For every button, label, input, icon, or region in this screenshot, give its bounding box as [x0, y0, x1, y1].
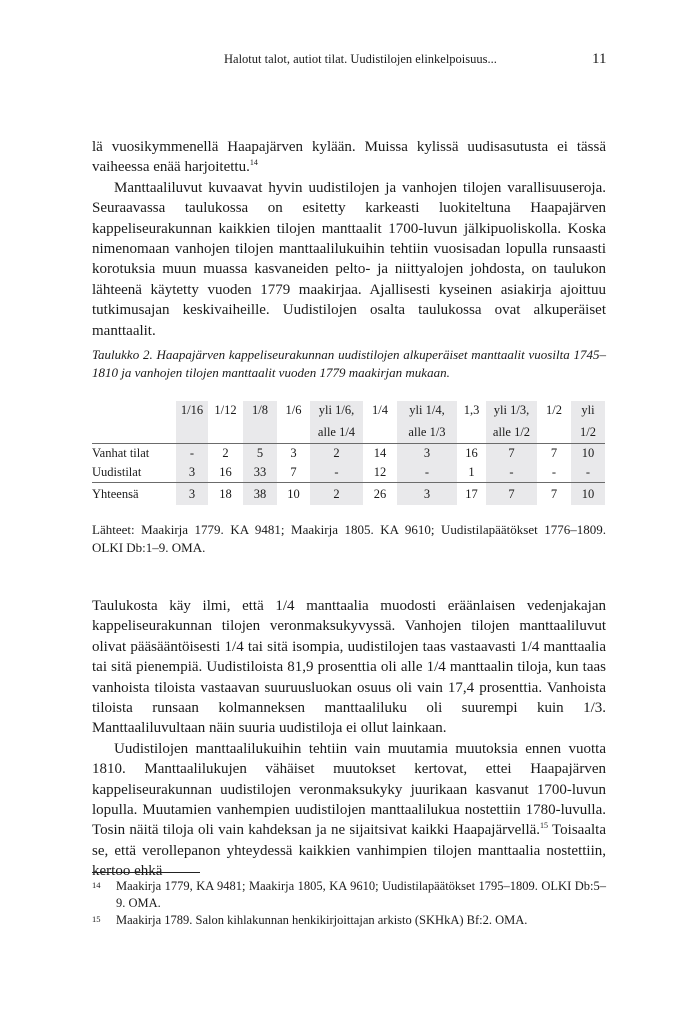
- table-cell: 7: [486, 483, 537, 506]
- col-header: 1/2: [546, 403, 562, 417]
- paragraph-4-text-b: Toisaalta se, että verollepanon yhteydessä kaikkien vanhimpien tilojen manttaalia nostettiin, kertoo ehkä: [92, 822, 606, 880]
- table-cell: -: [571, 463, 605, 483]
- footnote-text: Maakirja 1779, KA 9481; Maakirja 1805, KA 9610; Uudistilapäätökset 1795–1809. OLKI Db:5–9. OMA.: [116, 879, 606, 910]
- table-cell: 12: [363, 463, 397, 483]
- table-cell: 33: [243, 463, 277, 483]
- table-cell: 16: [465, 446, 478, 460]
- table-row-total: [92, 483, 605, 506]
- body-text-bottom: [92, 596, 606, 882]
- table-cell: 14: [373, 446, 387, 460]
- table-cell: 10: [571, 444, 605, 464]
- table-row: [92, 444, 605, 464]
- footnote-number: 15: [92, 914, 101, 924]
- table-header-row-2: [92, 425, 605, 444]
- running-title: Halotut talot, autiot tilat. Uudistilojen elinkelpoisuus...: [224, 52, 497, 66]
- col-header-sub: 1/2: [571, 425, 605, 444]
- col-header-sub: [208, 425, 243, 444]
- footnote-text: Maakirja 1789. Salon kihlakunnan henkikirjoittajan arkisto (SKHkA) Bf:2. OMA.: [116, 913, 528, 927]
- table-cell: 3: [290, 446, 297, 460]
- table-cell: 2: [310, 444, 363, 464]
- manttaali-table: [92, 401, 605, 505]
- col-header: yli: [571, 401, 605, 425]
- col-header: yli 1/4,: [397, 401, 457, 425]
- col-header-sub: [537, 425, 571, 444]
- col-header-sub: [363, 425, 397, 444]
- footnote-14: [92, 878, 606, 912]
- paragraph-1-text: lä vuosikymmenellä Haapajärven kylään. Muissa kylissä uudisasutusta ei tässä vaiheessa enää harjoitettu.: [92, 139, 606, 176]
- footnote-15: [92, 912, 606, 929]
- col-header: 1/6: [285, 403, 302, 417]
- col-header-sub: [277, 425, 310, 444]
- col-header: 1/4: [372, 403, 388, 417]
- paragraph-2: Manttaaliluvut kuvaavat hyvin uudistilojen ja vanhojen tilojen varallisuuseroja. Seuraavassa taulukossa on esitetty karkeasti luokiteltuna Haapajärven kappeliseurakunnan kaikkien tilojen manttaalit 1700-luvun jälkipuoliskolla. Koska nimenomaan vanhojen tilojen manttaalilukuihin tehtiin vuosisadan lopulla runsaasti korotuksia muun muassa kasvaneiden pelto- ja niittyalojen johdosta, on taulukon lähteenä käytetty vuoden 1779 maakirjaa. Ajallisesti kyseinen asiakirja ajoittuu tutkimusajan keskivaiheille. Uudistilojen osalta taulukossa ovat alkuperäiset manttaalit.: [92, 179, 606, 339]
- table-cell: 7: [550, 446, 558, 460]
- header-corner: [92, 401, 176, 425]
- table-cell: 17: [465, 486, 478, 501]
- table-cell: 3: [397, 444, 457, 464]
- table-sources: Lähteet: Maakirja 1779. KA 9481; Maakirja 1805. KA 9610; Uudistilapäätökset 1776–1809. OLKI Db:1–9. OMA.: [92, 522, 606, 555]
- table-cell: 3: [176, 463, 208, 483]
- row-label: Yhteensä: [92, 486, 139, 501]
- row-label: Uudistilat: [92, 463, 176, 483]
- table-cell: 2: [310, 483, 363, 506]
- footnote-ref-14[interactable]: 14: [249, 158, 258, 168]
- body-text-top: [92, 137, 606, 341]
- paragraph-4: [92, 739, 606, 882]
- table-cell: -: [176, 444, 208, 464]
- table-row: [92, 463, 605, 483]
- footnote-divider: [92, 872, 200, 873]
- table-caption: Taulukko 2. Haapajärven kappeliseurakunnan uudistilojen alkuperäiset manttaalit vuosilta 1745–1810 ja vanhojen tilojen manttaalit vuoden 1779 maakirjan mukaan.: [92, 347, 606, 380]
- table-cell: 2: [222, 446, 229, 460]
- table-cell: 26: [373, 486, 387, 501]
- col-header-sub: alle 1/2: [486, 425, 537, 444]
- table-cell: 38: [243, 483, 277, 506]
- col-header: 1,3: [463, 403, 480, 417]
- col-header-sub: [457, 425, 486, 444]
- row-label: Vanhat tilat: [92, 446, 150, 460]
- table-cell: -: [486, 463, 537, 483]
- col-header-sub: alle 1/3: [397, 425, 457, 444]
- col-header: 1/16: [176, 401, 208, 425]
- table-cell: 5: [243, 444, 277, 464]
- table-cell: 10: [571, 483, 605, 506]
- table-cell: 18: [219, 486, 232, 501]
- table-cell: 7: [277, 463, 310, 483]
- footnote-number: 14: [92, 880, 101, 890]
- table-cell: 1: [457, 463, 486, 483]
- col-header-sub: [176, 425, 208, 444]
- table-cell: 7: [550, 486, 558, 501]
- table-cell: 10: [287, 486, 300, 501]
- col-header: 1/8: [243, 401, 277, 425]
- col-header-sub: alle 1/4: [310, 425, 363, 444]
- table-cell: 16: [208, 463, 243, 483]
- paragraph-3: Taulukosta käy ilmi, että 1/4 manttaalia muodosti eräänlaisen vedenjakajan kappeliseurakunnan tilojen veronmaksukyvyssä. Vanhojen tilojen manttaaliluvut olivat pääsääntöisesti 1/4 tai sitä isompia, uudistilojen taas vastaavasti 1/4 manttaalia tai sitä pienempiä. Uudistiloista 81,9 prosenttia oli alle 1/4 manttaalin tiloja, kun taas vanhoista tiloista vastaavan suuruusluokan osuus oli vain 17,4 prosenttia. Vanhoista tiloista runsaan kolmanneksen manttaaliluku oli suurempi kuin 1/3. Manttaaliluvultaan näin suuria uudistiloja ei ollut lainkaan.: [92, 598, 606, 737]
- col-header: 1/12: [214, 403, 237, 417]
- paragraph-1: [92, 137, 606, 178]
- page-number: 11: [592, 51, 607, 67]
- table-cell: -: [310, 463, 363, 483]
- table-cell: 3: [397, 483, 457, 506]
- table-cell: -: [537, 463, 571, 483]
- col-header-sub: [243, 425, 277, 444]
- footnote-ref-15[interactable]: 15: [540, 821, 549, 831]
- header-corner: [92, 425, 176, 444]
- table-header-row-1: [92, 401, 605, 425]
- col-header: yli 1/6,: [310, 401, 363, 425]
- table-cell: -: [397, 463, 457, 483]
- table-cell: 7: [486, 444, 537, 464]
- table-cell: 3: [176, 483, 208, 506]
- running-header: [0, 52, 700, 72]
- col-header: yli 1/3,: [486, 401, 537, 425]
- paragraph-4-text-a: Uudistilojen manttaalilukuihin tehtiin vain muutamia muutoksia ennen vuotta 1810. Manttaalilukujen vähäiset muutokset kertovat, ettei Haapajärven kappeliseurakunnan uudistilojen veronmaksukyky juurikaan kasvanut 1700-luvun lopulla. Muutamien vanhempien uudistilojen manttaalilukua nostettiin 1780-luvulla. Tosin näitä tiloja oli vain kahdeksan ja ne sijaitsivat kaikki Haapajärvellä.: [92, 740, 606, 839]
